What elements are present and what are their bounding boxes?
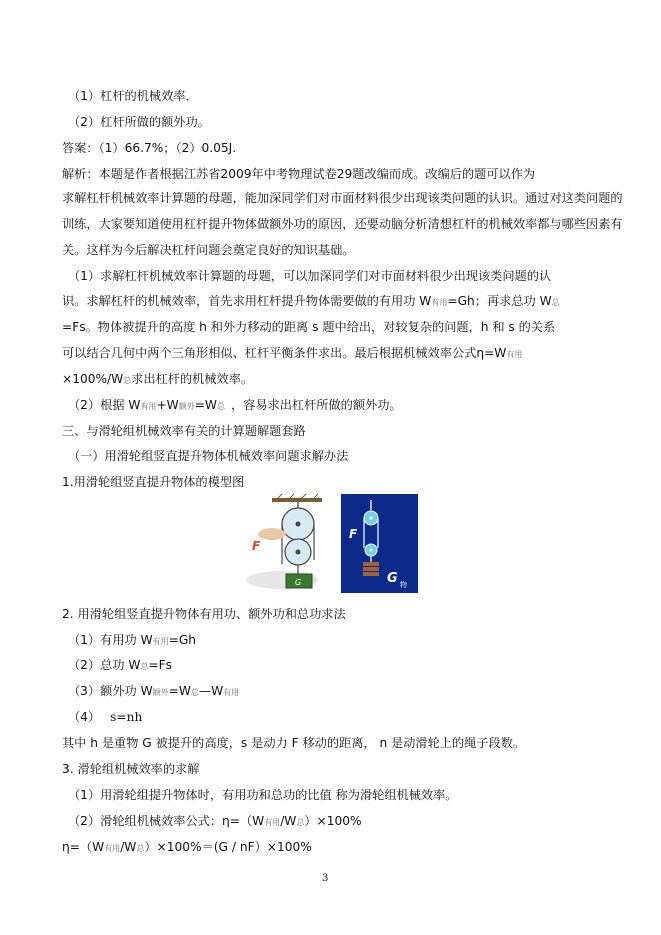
text: （3）额外功 W (68, 684, 153, 698)
text: —W (198, 684, 224, 698)
text: =Gh (168, 633, 197, 647)
subscript-ewai: 额外 (152, 688, 169, 697)
text: =W (194, 398, 217, 412)
solution-1-line-4 (62, 345, 522, 363)
text: =W (168, 684, 191, 698)
subscript-youyong: 有用 (140, 402, 157, 411)
analysis-line-4: 关。这样为今后解决杠杆问题会奠定良好的知识基础。 (62, 243, 355, 257)
text: 求出杠杆的机械效率。 (131, 372, 254, 386)
extra-work-formula (68, 683, 239, 701)
solution-1-line-1: （1）求解杠杆机械效率计算题的母题，可以加深同学们对市面材料很少出现该类问题的认 (68, 269, 552, 283)
solution-1-line-5 (62, 371, 253, 389)
weight-label-subscript: 物 (400, 581, 407, 589)
pulley-illustration-figure (244, 494, 336, 594)
question-1: （1）杠杆的机械效率． (68, 89, 198, 103)
force-label-f: F (349, 527, 358, 541)
solution-1-line-3: =Fs。物体被提升的高度 h 和外力移动的距离 s 题中给出，对较复杂的问题，h 和 s 的关系 (62, 320, 556, 334)
text: /W (120, 840, 137, 854)
solution-2-line (68, 397, 402, 415)
distance-relation (68, 709, 142, 725)
weight-label-g: G (295, 578, 302, 587)
subscript-youyong: 有用 (223, 688, 240, 697)
answer-line: 答案：（1）66.7%；（2）0.05J. (62, 141, 237, 155)
analysis-line-1: 解析：本题是作者根据江苏省2009年中考物理试卷29题改编而成。改编后的题可以作为 (62, 167, 536, 181)
subscript-zong: 总 (140, 662, 149, 671)
text: =Gh；再求总功 W (447, 294, 552, 308)
text: /W (280, 814, 297, 828)
subscript-zong: 总 (296, 818, 305, 827)
subscript-youyong: 有用 (104, 844, 121, 853)
efficiency-heading: 3. 滑轮组机械效率的求解 (62, 762, 200, 776)
pulley-schematic-figure (341, 494, 418, 593)
text: 识。求解杠杆的机械效率，首先求用杠杆提升物体需要做的有用功 W (62, 294, 432, 308)
weight-label-g: G (387, 571, 398, 586)
force-label-f: F (252, 539, 261, 553)
work-methods-heading: 2. 用滑轮组竖直提升物体有用功、额外功和总功求法 (62, 607, 346, 621)
text: ）×100%＝(G / nF）×100% (144, 840, 312, 854)
analysis-line-3: 训练，大家要知道使用杠杆提升物体做额外功的原因，还要动脑分析清想杠杆的机械效率都与哪些因素有 (62, 217, 623, 231)
section-heading-3: 三、与滑轮组机械效率有关的计算题解题套路 (62, 424, 306, 438)
subscript-zong: 总 (123, 376, 132, 385)
text: ×100%/W (62, 372, 124, 386)
text: （2）总功 W (68, 658, 141, 672)
subscript-zong: 总 (551, 298, 560, 307)
text: ）×100% (304, 814, 362, 828)
efficiency-definition: （1）用滑轮组提升物体时，有用功和总功的比值 称为滑轮组机械效率。 (68, 788, 458, 802)
text: +W (156, 398, 179, 412)
text: 可以结合几何中两个三角形相似、杠杆平衡条件求出。最后根据机械效率公式η=W (62, 346, 507, 360)
text: η=（W (62, 840, 105, 854)
text: s=nh (110, 710, 143, 724)
subscript-youyong: 有用 (431, 298, 448, 307)
subscript-youyong: 有用 (264, 818, 281, 827)
subscript-zong: 总 (216, 402, 225, 411)
solution-1-line-2 (62, 293, 560, 311)
question-2: （2）杠杆所做的额外功。 (68, 115, 210, 129)
subscript-zong: 总 (136, 844, 145, 853)
analysis-line-2: 求解杠杆机械效率计算题的母题，能加深同学们对市面材料很少出现该类问题的认识。通过对这类问题的 (62, 191, 623, 205)
text: =Fs (148, 658, 173, 672)
model-figure-caption: 1.用滑轮组竖直提升物体的模型图 (62, 475, 245, 489)
useful-work-formula (68, 632, 196, 650)
subscript-youyong: 有用 (506, 350, 523, 359)
text: （1）有用功 W (68, 633, 153, 647)
subsection-heading-1: （一）用滑轮组竖直提升物体机械效率问题求解办法 (68, 449, 349, 463)
text: （4） (68, 710, 101, 724)
total-work-formula (68, 657, 172, 675)
efficiency-formula (68, 813, 362, 831)
subscript-ewai: 额外 (178, 402, 195, 411)
page-number: 3 (322, 873, 329, 884)
efficiency-formula-expanded (62, 839, 312, 857)
text: （2）滑轮组机械效率公式：η=（W (68, 814, 265, 828)
variable-definitions: 其中 h 是重物 G 被提升的高度，s 是动力 F 移动的距离， n 是动滑轮上的绳子段数。 (62, 736, 526, 750)
subscript-zong: 总 (190, 688, 199, 697)
text: （2）根据 W (68, 398, 141, 412)
subscript-youyong: 有用 (152, 637, 169, 646)
text: ，容易求出杠杆所做的额外功。 (230, 398, 402, 412)
